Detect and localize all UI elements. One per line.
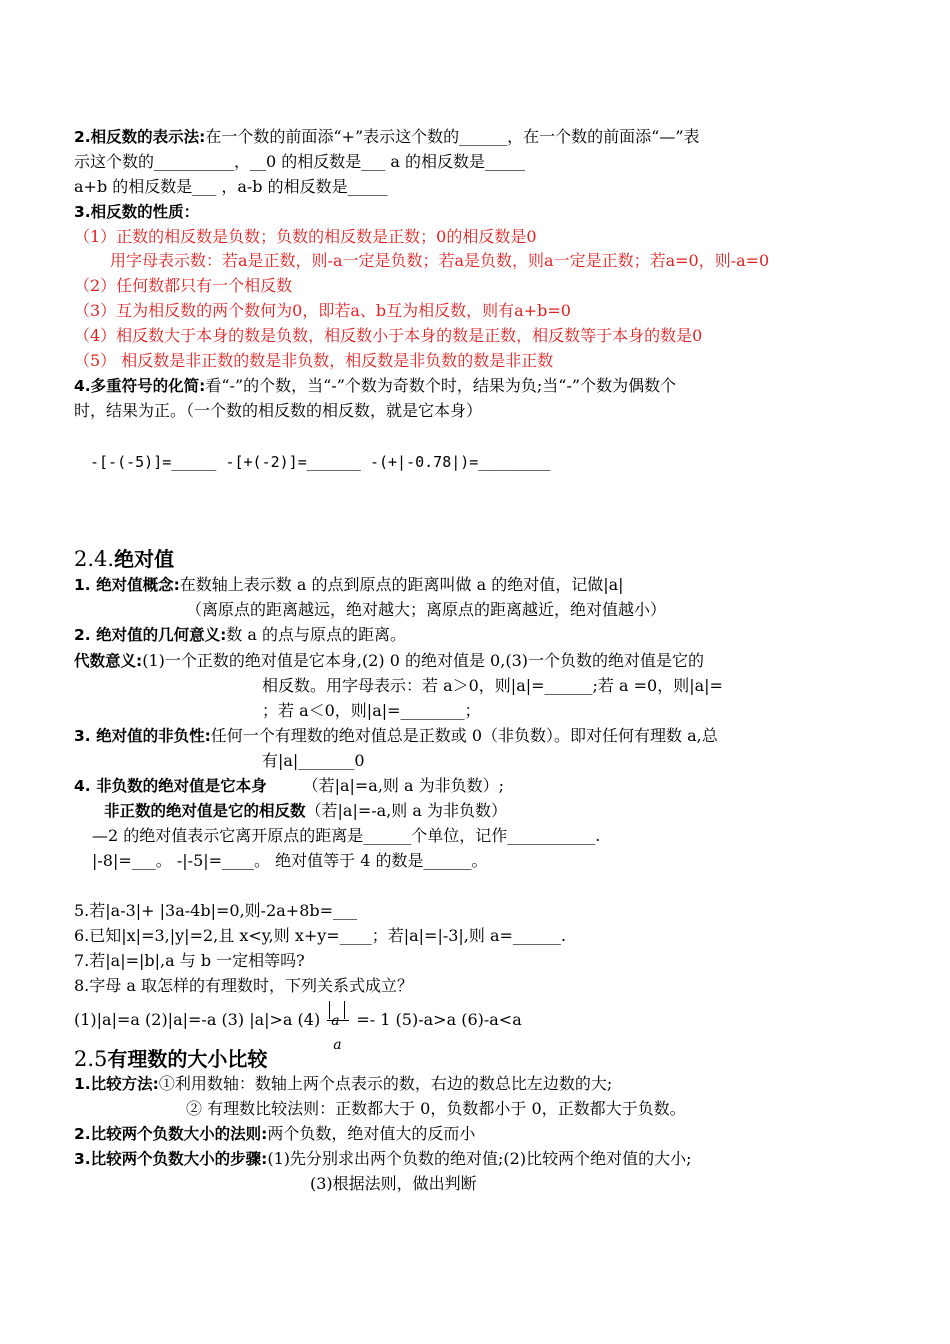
abs-algebraic-2: 相反数。用字母表示：若 a＞0，则|a|=______;若 a =0，则|a|=: [262, 676, 723, 695]
abs-algebraic-text: (1)一个正数的绝对值是它本身,(2) 0 的绝对值是 0,(3)一个负数的绝对值是它的: [142, 651, 704, 670]
property-1-letters: 用字母表示数：若a是正数，则-a一定是负数；若a是负数，则a一定是正数；若a=0，则-a=0: [110, 251, 770, 270]
abs-concept: [74, 574, 624, 596]
multi-sign-line-1: [74, 375, 676, 397]
abs-exercise-2: |-8|=___。 -|-5|=____。 绝对值等于 4 的数是______。: [92, 851, 488, 870]
abs-rule-2-label: 非正数的绝对值是它的相反数: [104, 802, 306, 820]
compare-method-text: ①利用数轴：数轴上两个点表示的数，右边的数总比左边数的大;: [158, 1074, 613, 1093]
compare-steps-text: (1)先分别求出两个负数的绝对值;(2)比较两个绝对值的大小;: [267, 1149, 692, 1168]
abs-concept-text: 在数轴上表示数 a 的点到原点的距离叫做 a 的绝对值，记做|a|: [179, 575, 624, 594]
opposite-notation-label: 2.相反数的表示法:: [74, 128, 206, 146]
property-1: （1）正数的相反数是负数；负数的相反数是正数；0的相反数是0: [74, 227, 537, 246]
multi-sign-exercises: -[-(-5)]=_____ -[+(-2)]=______ -(+|-0.78|)=________: [90, 453, 551, 471]
question-8-options-b: =- 1 (5)-a>a (6)-a<a: [356, 1010, 522, 1029]
abs-concept-label: 1. 绝对值概念:: [74, 576, 180, 594]
compare-rule-label: 2.比较两个负数大小的法则:: [74, 1125, 268, 1143]
property-3: （3）互为相反数的两个数何为0，即若a、b互为相反数，则有a+b=0: [74, 301, 571, 320]
abs-rule-1-note: （若|a|=a,则 a 为非负数）;: [302, 776, 505, 795]
property-5: （5） 相反数是非正数的数是非负数，相反数是非负数的数是非正数: [74, 351, 554, 370]
compare-heading-text: 有理数的大小比较: [107, 1047, 268, 1071]
multi-sign-line-2: 时，结果为正。（一个数的相反数的相反数，就是它本身）: [74, 401, 483, 420]
abs-geometric-text: 数 a 的点与原点的距离。: [226, 625, 406, 644]
compare-method-2: ② 有理数比较法则：正数都大于 0，负数都小于 0，正数都大于负数。: [186, 1099, 686, 1118]
abs-heading-text: 绝对值: [114, 547, 175, 571]
fraction-numerator: a: [331, 1012, 340, 1029]
opposite-notation-text: 在一个数的前面添“+”表示这个数的______，在一个数的前面添“—”表: [205, 127, 700, 146]
abs-algebraic: [74, 650, 704, 672]
question-8-options: [74, 998, 522, 1053]
compare-rule-text: 两个负数，绝对值大的反而小: [267, 1124, 476, 1143]
compare-heading-number: 2.5: [74, 1047, 108, 1071]
abs-exercise-1: —2 的绝对值表示它离开原点的距离是______个单位，记作___________.: [92, 826, 601, 845]
abs-rule-1-label: 4. 非负数的绝对值是它本身: [74, 777, 267, 795]
abs-algebraic-label: 代数意义:: [74, 652, 143, 670]
question-5: 5.若|a-3|+ |3a-4b|=0,则-2a+8b=___: [74, 901, 358, 920]
abs-rule-2-note: （若|a|=-a,则 a 为非负数）: [305, 801, 507, 820]
abs-rule-2: [104, 800, 507, 822]
abs-geometric: [74, 624, 406, 646]
question-7: 7.若|a|=|b|,a 与 b 一定相等吗?: [74, 951, 305, 970]
abs-concept-note: （离原点的距离越远，绝对越大；离原点的距离越近，绝对值越小）: [186, 600, 667, 619]
compare-method-label: 1.比较方法:: [74, 1075, 159, 1093]
property-2: （2）任何数都只有一个相反数: [74, 276, 293, 295]
fraction-denominator: a: [333, 1036, 342, 1053]
opposite-notation-line-3: a+b 的相反数是___ ，a-b 的相反数是_____: [74, 177, 388, 196]
multi-sign-text: 看“-”的个数，当“-”个数为奇数个时，结果为负;当“-”个数为偶数个: [205, 376, 677, 395]
compare-heading: [74, 1046, 267, 1072]
abs-heading-number: 2.4.: [74, 547, 115, 571]
abs-algebraic-3: ；若 a＜0，则|a|=________；: [262, 701, 481, 720]
compare-steps: [74, 1148, 692, 1170]
compare-rule: [74, 1123, 475, 1145]
property-4: （4）相反数大于本身的数是负数，相反数小于本身的数是正数，相反数等于本身的数是0: [74, 326, 703, 345]
abs-fraction: [325, 999, 351, 1053]
abs-heading: [74, 546, 174, 572]
abs-rule-1: [74, 775, 504, 797]
question-8-options-a: (1)|a|=a (2)|a|=-a (3) |a|>a (4): [74, 1010, 321, 1029]
compare-steps-3: (3)根据法则，做出判断: [310, 1174, 477, 1193]
opposite-notation-line-1: [74, 126, 700, 148]
abs-nonneg-label: 3. 绝对值的非负性:: [74, 727, 211, 745]
abs-geometric-label: 2. 绝对值的几何意义:: [74, 626, 227, 644]
abs-nonneg-text: 任何一个有理数的绝对值总是正数或 0（非负数）。即对任何有理数 a,总: [210, 726, 718, 745]
multi-sign-label: 4.多重符号的化简:: [74, 377, 206, 395]
abs-nonneg: [74, 725, 718, 747]
question-8: 8.字母 a 取怎样的有理数时，下列关系式成立？: [74, 976, 413, 995]
abs-nonneg-2: 有|a|_______0: [262, 751, 365, 770]
opposite-notation-line-2: 示这个数的__________，__0 的相反数是___ a 的相反数是_____: [74, 152, 525, 171]
compare-method: [74, 1073, 612, 1095]
compare-steps-label: 3.比较两个负数大小的步骤:: [74, 1150, 268, 1168]
opposite-properties-title: 3.相反数的性质：: [74, 203, 200, 221]
question-6: 6.已知|x|=3,|y|=2,且 x<y,则 x+y=____；若|a|=|-3|,则 a=______.: [74, 926, 567, 945]
